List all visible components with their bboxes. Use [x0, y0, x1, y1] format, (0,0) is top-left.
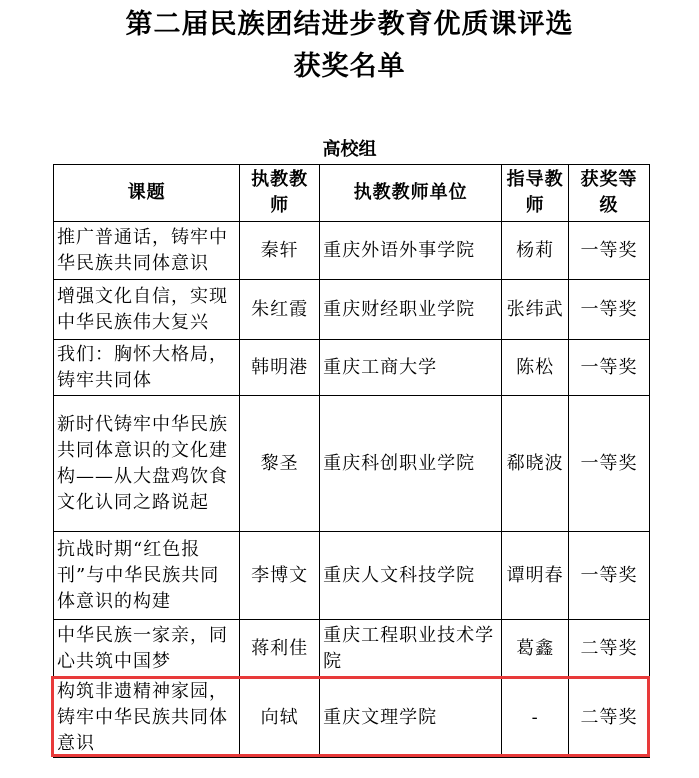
cell-topic: 推广普通话，铸牢中华民族共同体意识: [54, 222, 240, 280]
page-subtitle: 获奖名单: [293, 51, 406, 82]
cell-teacher: 李博文: [240, 532, 320, 620]
cell-teacher: 向轼: [240, 678, 320, 758]
cell-guide: -: [502, 678, 569, 758]
header-unit: 执教教师单位: [320, 165, 502, 222]
cell-teacher: 秦轩: [240, 222, 320, 280]
table-row: [54, 222, 650, 280]
cell-teacher: 韩明港: [240, 340, 320, 396]
cell-topic: 新时代铸牢中华民族共同体意识的文化建构——从大盘鸡饮食文化认同之路说起: [54, 396, 240, 532]
cell-level: 二等奖: [569, 678, 650, 758]
cell-topic: 增强文化自信，实现中华民族伟大复兴: [54, 280, 240, 340]
cell-guide: 杨莉: [502, 222, 569, 280]
cell-unit: 重庆工商大学: [320, 340, 502, 396]
table-row: [54, 620, 650, 678]
header-level: 获奖等级: [569, 165, 650, 222]
table-row-highlighted: [54, 678, 650, 758]
cell-level: 一等奖: [569, 396, 650, 532]
cell-guide: 谭明春: [502, 532, 569, 620]
table-row: [54, 532, 650, 620]
cell-level: 一等奖: [569, 532, 650, 620]
cell-topic: 中华民族一家亲，同心共筑中国梦: [54, 620, 240, 678]
header-guide: 指导教师: [502, 165, 569, 222]
cell-level: 一等奖: [569, 280, 650, 340]
cell-unit: 重庆工程职业技术学院: [320, 620, 502, 678]
header-teacher: 执教教师: [240, 165, 320, 222]
cell-unit: 重庆财经职业学院: [320, 280, 502, 340]
table-row: [54, 396, 650, 532]
cell-topic: 我们：胸怀大格局，铸牢共同体: [54, 340, 240, 396]
table-header-row: [54, 165, 650, 222]
cell-guide: 陈松: [502, 340, 569, 396]
cell-guide: 郗晓波: [502, 396, 569, 532]
page-title: 第二届民族团结进步教育优质课评选: [125, 9, 574, 40]
cell-level: 一等奖: [569, 222, 650, 280]
cell-teacher: 蒋利佳: [240, 620, 320, 678]
header-topic: 课题: [54, 165, 240, 222]
cell-topic: 构筑非遗精神家园，铸牢中华民族共同体意识: [54, 678, 240, 758]
group-label: 高校组: [322, 139, 377, 160]
cell-guide: 张纬武: [502, 280, 569, 340]
cell-unit: 重庆文理学院: [320, 678, 502, 758]
cell-teacher: 朱红霞: [240, 280, 320, 340]
cell-unit: 重庆科创职业学院: [320, 396, 502, 532]
cell-topic: 抗战时期“红色报刊”与中华民族共同体意识的构建: [54, 532, 240, 620]
cell-guide: 葛鑫: [502, 620, 569, 678]
table-row: [54, 340, 650, 396]
cell-unit: 重庆外语外事学院: [320, 222, 502, 280]
cell-level: 一等奖: [569, 340, 650, 396]
table-row: [54, 280, 650, 340]
cell-teacher: 黎圣: [240, 396, 320, 532]
cell-unit: 重庆人文科技学院: [320, 532, 502, 620]
cell-level: 二等奖: [569, 620, 650, 678]
awards-table: [53, 164, 650, 758]
